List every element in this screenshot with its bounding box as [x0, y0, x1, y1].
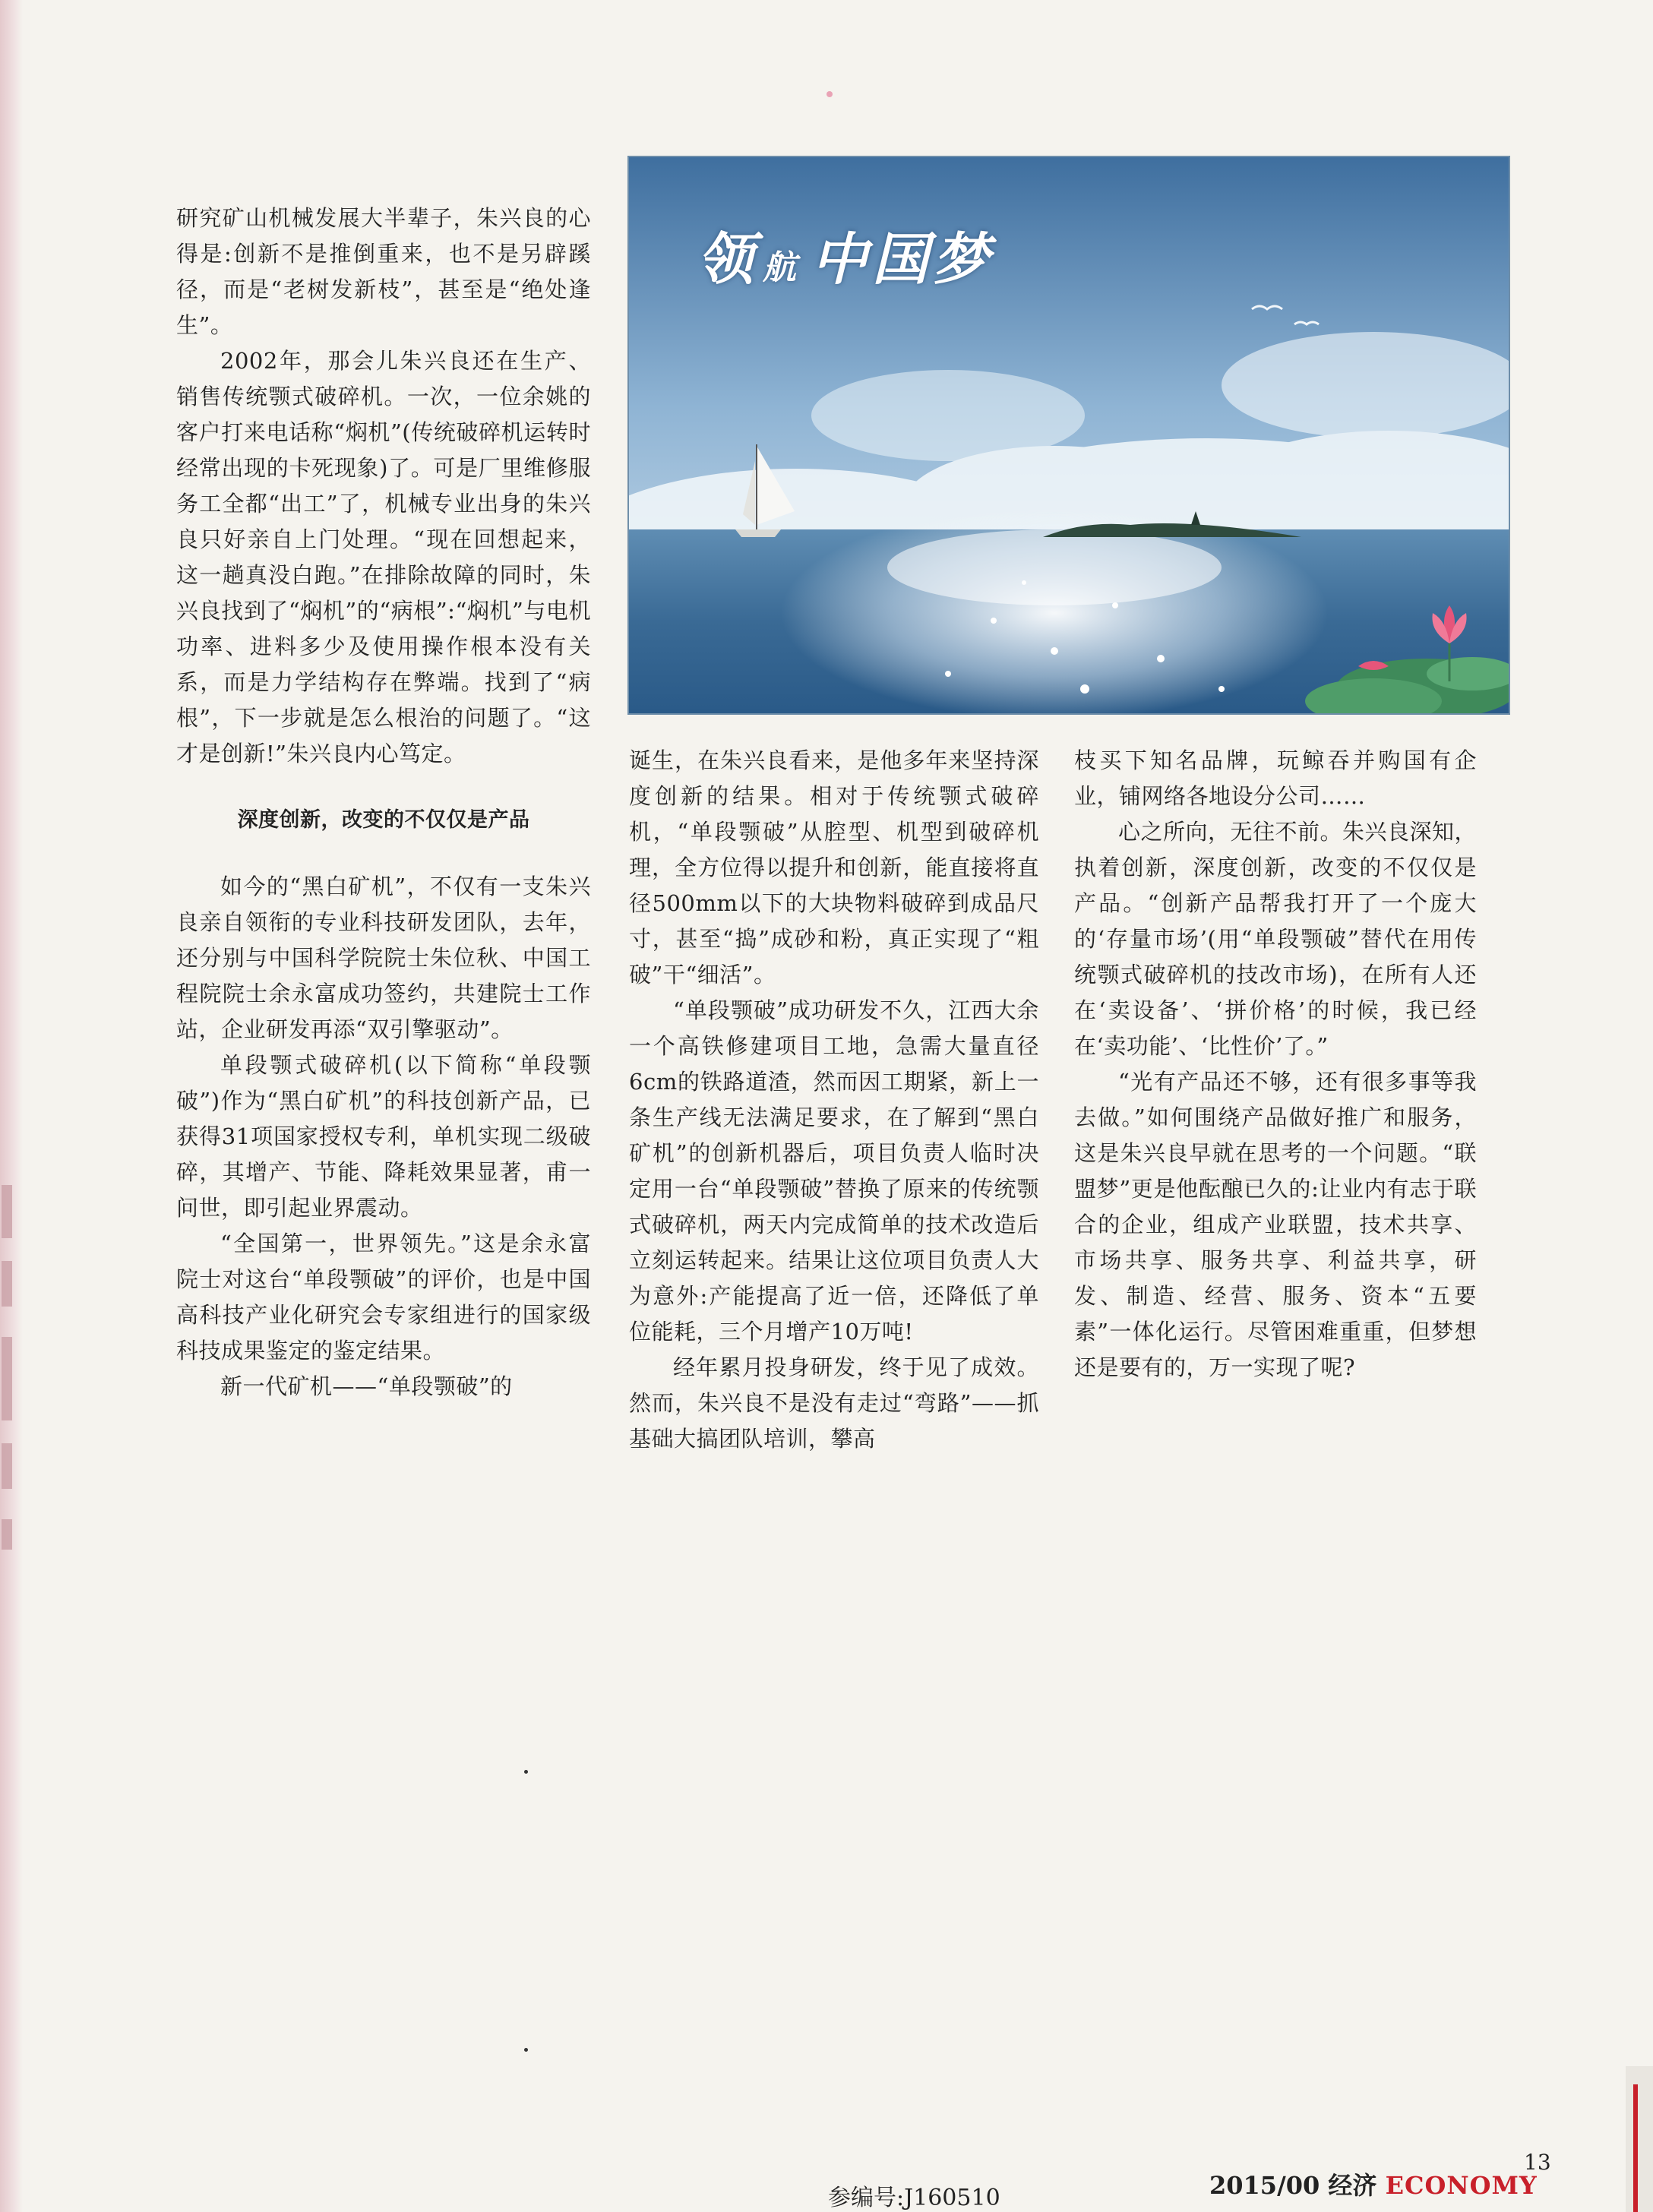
- issue-date: 2015/00 经济: [1209, 2171, 1377, 2200]
- paragraph: “全国第一，世界领先。”这是余永富院士对这台“单段颚破”的评价，也是中国高科技产业化研究会专家组进行的国家级科技成果鉴定的鉴定结果。: [176, 1231, 591, 1364]
- paragraph: 心之所向，无往不前。朱兴良深知，执着创新，深度创新，改变的不仅仅是产品。“创新产品帮我打开了一个庞大的‘存量市场’(用“单段颚破”替代在用传统颚式破碎机的技改市场)，在所有人还在‘卖设备’、‘拼价格’的时候，我已经在‘卖功能’、‘比性价’了。”: [1074, 819, 1478, 1059]
- image-caption: [697, 215, 994, 295]
- caption-char-1: 领: [697, 227, 758, 292]
- article-column-1: [176, 201, 591, 1405]
- adjacent-page-edge: [0, 0, 23, 2212]
- section-heading: 深度创新，改变的不仅仅是产品: [237, 808, 530, 832]
- paragraph: 经年累月投身研发，终于见了成效。然而，朱兴良不是没有走过“弯路”——抓基础大搞团队培训，攀高: [629, 1354, 1039, 1452]
- caption-main: 中国梦: [811, 227, 994, 292]
- paragraph: 诞生，在朱兴良看来，是他多年来坚持深度创新的结果。相对于传统颚式破碎机，“单段颚破”从腔型、机型到破碎机理，全方位得以提升和创新，能直接将直径500mm以下的大块物料破碎到成品尺寸，甚至“捣”成砂和粉，真正实现了“粗破”干“细活”。: [629, 747, 1039, 988]
- page-number: 13: [1524, 2150, 1551, 2175]
- sea-illustration: [627, 156, 1510, 715]
- issue-label: [1209, 2166, 1538, 2201]
- magazine-name: ECONOMY: [1385, 2171, 1538, 2200]
- paragraph: “光有产品还不够，还有很多事等我去做。”如何围绕产品做好推广和服务，这是朱兴良早就在思考的一个问题。“联盟梦”更是他酝酿已久的:让业内有志于联合的企业，组成产业联盟，技术共享、市场共享、服务共享、利益共享，研发、制造、经营、服务、资本“五要素”一体化运行。尽管困难重重，但梦想还是要有的，万一实现了呢?: [1074, 1069, 1477, 1380]
- edge-mark: [2, 1337, 12, 1420]
- article-column-3: [1074, 743, 1477, 1386]
- print-dot: [524, 1770, 528, 1774]
- paragraph: 新一代矿机——“单段颚破”的: [220, 1373, 513, 1399]
- edge-mark: [2, 1443, 12, 1489]
- paragraph: 如今的“黑白矿机”，不仅有一支朱兴良亲自领衔的专业科技研发团队，去年，还分别与中国科学院院士朱位秋、中国工程院院士余永富成功签约，共建院士工作站，企业研发再添“双引擎驱动”。: [176, 874, 591, 1042]
- paragraph: 单段颚式破碎机(以下简称“单段颚破”)作为“黑白矿机”的科技创新产品，已获得31项国家授权专利，单机实现二级破碎，其增产、节能、降耗效果显著，甫一问世，即引起业界震动。: [176, 1052, 591, 1221]
- accent-bar: [1633, 2084, 1638, 2212]
- paragraph: 研究矿山机械发展大半辈子，朱兴良的心得是:创新不是推倒重来，也不是另辟蹊径，而是“老树发新枝”，甚至是“绝处逢生”。: [176, 205, 591, 338]
- paragraph: “单段颚破”成功研发不久，江西大余一个高铁修建项目工地，急需大量直径6cm的铁路道渣，然而因工期紧，新上一条生产线无法满足要求，在了解到“黑白矿机”的创新机器后，项目负责人临时决定用一台“单段颚破”替换了原来的传统颚式破碎机，两天内完成简单的技术改造后立刻运转起来。结果让这位项目负责人大为意外:产能提高了近一倍，还降低了单位能耗，三个月增产10万吨!: [629, 997, 1039, 1345]
- edge-mark: [2, 1261, 12, 1307]
- print-dot: [826, 91, 833, 97]
- paragraph: 枝买下知名品牌，玩鲸吞并购国有企业，铺网络各地设分公司……: [1074, 747, 1477, 809]
- caption-char-2: 航: [763, 248, 796, 287]
- article-column-2: [629, 743, 1039, 1457]
- edge-mark: [2, 1519, 12, 1550]
- reference-number: 参编号:J160510: [828, 2185, 1000, 2211]
- page-edge-right: [1626, 2066, 1653, 2212]
- paragraph: 2002年，那会儿朱兴良还在生产、销售传统颚式破碎机。一次，一位余姚的客户打来电话称“焖机”(传统破碎机运转时经常出现的卡死现象)了。可是厂里维修服务工全都“出工”了，机械专业出身的朱兴良只好亲自上门处理。“现在回想起来，这一趟真没白跑。”在排除故障的同时，朱兴良找到了“焖机”的“病根”:“焖机”与电机功率、进料多少及使用操作根本没有关系，而是力学结构存在弊端。找到了“病根”，下一步就是怎么根治的问题了。“这才是创新!”朱兴良内心笃定。: [176, 348, 591, 766]
- print-dot: [524, 2048, 528, 2052]
- edge-mark: [2, 1185, 12, 1238]
